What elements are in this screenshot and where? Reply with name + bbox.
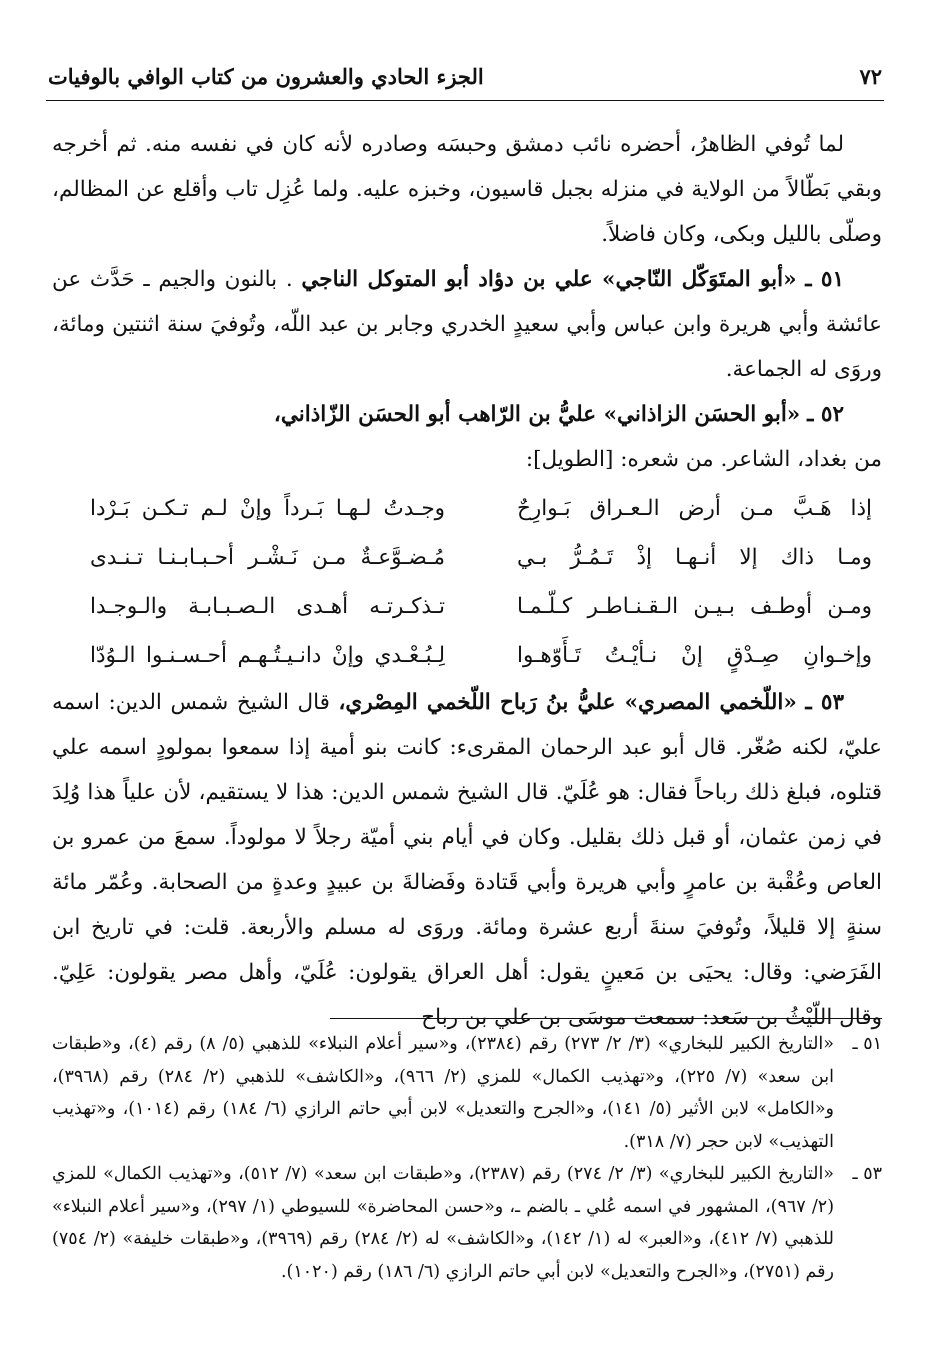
running-title: الجزء الحادي والعشرون من كتاب الوافي بالوفيات	[48, 63, 484, 89]
main-text	[52, 122, 882, 1040]
entry-52	[52, 392, 882, 437]
verse-second-half: لِـبُـعْـدي وإنْ دانـيـتُـهـم أحـسـنـوا الـوُدّا	[90, 643, 445, 668]
entry-text: قال الشيخ شمس الدين: اسمه عليّ، لكنه صُغّر. قال أبو عبد الرحمان المقرىء: كانت بنو أمية إذا سمعوا بمولودٍ اسمه علي قتلوه، فبلغ ذلك رباحاً فقال: هو عُلَيّ. قال الشيخ شمس الدين: هذا لا يستقيم، لأن علياً هذا وُلِدَ في زمن عثمان، أو قبل ذلك بقليل. وكان في أيام بني أميّة رجلاً لا مولوداً. سمعَ من عمرو بن العاص وعُقْبة بن عامرٍ وأبي هريرة وأبي قَتادة وفَضالةَ بن عبيدٍ وعدةٍ من الصحابة. وعُمّر مائة سنةٍ إلا قليلاً، وتُوفيَ سنةَ أربع عشرة ومائة. وروَى له مسلم والأربعة. قلت: في تاريخ ابن الفَرَضي: وقال: يحيَى بن مَعينٍ يقول: أهل العراق يقولون: عُلَيّ، وأهل مصر يقولون: عَلِيّ. وقال اللّيْثُ بن سَعد: سمعت موسَى بن علي بن رباح	[52, 690, 882, 1030]
entry-53	[52, 680, 882, 1040]
poem	[52, 484, 882, 680]
verse-second-half: وجـدتُ لـهـا بَـرداً وإنْ لـم تـكـن بَـرْدا	[90, 496, 445, 521]
footnote	[52, 1158, 882, 1288]
verse-second-half: مُـضـوَّعـةٌ مـن نَـشْـر أحـبـابـنـا تـنـدى	[90, 545, 445, 570]
footnote-label: ٥١ ـ	[852, 1034, 882, 1054]
entry-heading: «أبو المتَوَكّل النّاجي» علي بن دؤاد أبو المتوكل الناجي	[301, 267, 797, 292]
footnote-text: «التاريخ الكبير للبخاري» (٣/ ٢/ ٢٧٣) رقم (٢٣٨٤)، و«سير أعلام النبلاء» للذهبي (٥/ ٨) رقم (٤)، و«طبقات ابن سعد» (٧/ ٢٢٥)، و«تهذيب الكمال» للمزي (٢/ ٩٦٦)، و«الكاشف» للذهبي (٢/ ٢٨٤) رقم (٣٩٦٨)، و«الكامل» لابن الأثير (٥/ ١٤١)، و«الجرح والتعديل» لابن أبي حاتم الرازي (٦/ ١٨٤) رقم (١٠١٤)، و«تهذيب التهذيب» لابن حجر (٧/ ٣١٨).	[52, 1034, 834, 1152]
verse-first-half: إذا هَـبَّ مـن أرض الـعـراق بَـوارِحٌ	[517, 496, 872, 521]
poem-verse	[52, 631, 882, 680]
footnote	[52, 1028, 882, 1158]
entry-number: ٥٣ ـ	[805, 690, 844, 715]
entry-number: ٥١ ـ	[805, 267, 844, 292]
intro-paragraph: لما تُوفي الظاهرُ، أحضره نائب دمشق وحبسَه وصادره لأنه كان في نفسه منه. ثم أخرجه وبقي بَطّالاً من الولاية في منزله بجبل قاسيون، وخبزه عليه. ولما عُزِل تاب وأقلع عن المظالم، وصلّى بالليل وبكى، وكان فاضلاً.	[52, 132, 882, 247]
verse-first-half: وإخـوانِ صِـدْقٍ إنْ نـأيْـتُ تَـأَوّهـوا	[517, 643, 872, 668]
entry-51	[52, 257, 882, 392]
poem-verse	[52, 484, 882, 533]
running-head	[48, 58, 882, 94]
footnote-text: «التاريخ الكبير للبخاري» (٣/ ٢/ ٢٧٤) رقم (٢٣٨٧)، و«طبقات ابن سعد» (٧/ ٥١٢)، و«تهذيب الكمال» للمزي (٢/ ٩٦٧)، المشهور في اسمه عُلي ـ بالضم ـ، و«حسن المحاضرة» للسيوطي (١/ ٢٩٧)، و«سير أعلام النبلاء» للذهبي (٧/ ٤١٢)، و«العبر» له (١/ ١٤٢)، و«الكاشف» له (٢/ ٢٨٤) رقم (٣٩٦٩)، و«طبقات خليفة» (٢/ ٧٥٤) رقم (٢٧٥١)، و«الجرح والتعديل» لابن أبي حاتم الرازي (٦/ ١٨٦) رقم (١٠٢٠).	[52, 1164, 835, 1282]
entry-52-text: من بغداد، الشاعر. من شعره: [الطويل]:	[525, 447, 882, 472]
verse-first-half: ومـن أوطـف بـيـن الـقـنـاطـر كـلّـمـا	[517, 594, 872, 619]
verse-second-half: تـذكـرتـه أهـدى الـصـبـابـة والـوجـدا	[90, 594, 445, 619]
page-number: ٧٢	[859, 63, 882, 89]
entry-heading: «أبو الحسَن الزاذاني» عليُّ بن الرّاهب أبو الحسَن الزّاذاني،	[273, 402, 801, 427]
header-divider	[46, 100, 884, 101]
poem-verse	[52, 533, 882, 582]
entry-heading: «اللّخمي المصري» عليُّ بنُ رَباح اللّخمي المِصْري،	[338, 690, 797, 715]
footnote-label: ٥٣ ـ	[852, 1164, 882, 1184]
poem-verse	[52, 582, 882, 631]
entry-number: ٥٢ ـ	[807, 402, 844, 427]
entry-text: . بالنون والجيم ـ حَدَّث عن عائشة وأبي هريرة وابن عباس وأبي سعيدٍ الخدري وجابر بن عبد اللّه، وتُوفيَ سنة اثنتين ومائة، وروَى له الجماعة.	[52, 267, 882, 382]
footnotes	[52, 1028, 882, 1288]
verse-first-half: ومـا ذاك إلا أنـهـا إذْ تَـمُـرُّ بـي	[517, 545, 872, 570]
footnote-divider	[330, 1018, 882, 1019]
